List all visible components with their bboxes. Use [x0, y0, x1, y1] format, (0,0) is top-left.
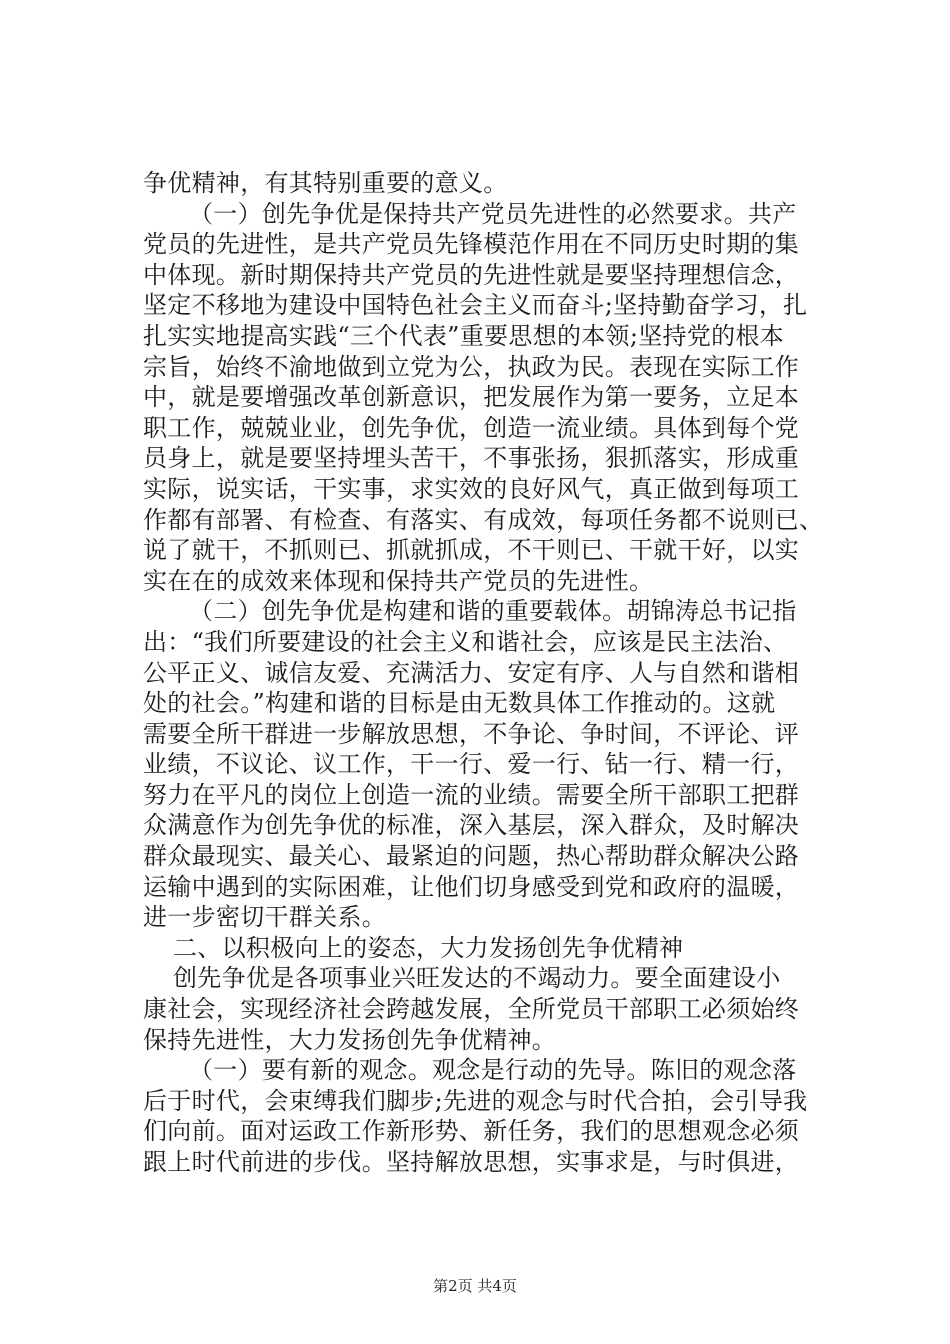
paragraph-start-line: 创先争优是各项事业兴旺发达的不竭动力。要全面建设小 [173, 964, 781, 993]
text-line: 运输中遇到的实际困难，让他们切身感受到党和政府的温暖， [143, 872, 800, 901]
text-line: 后于时代，会束缚我们脚步;先进的观念与时代合拍，会引导我 [143, 1086, 808, 1115]
paragraph-start-line: （二）创先争优是构建和谐的重要载体。胡锦涛总书记指 [189, 597, 797, 626]
text-line: 中，就是要增强改革创新意识，把发展作为第一要务，立足本 [143, 383, 800, 412]
document-body [143, 168, 833, 1178]
text-line: 众满意作为创先争优的标准，深入基层，深入群众，及时解决 [143, 811, 800, 840]
text-line: 作都有部署、有检查、有落实、有成效，每项任务都不说则已、 [143, 505, 824, 534]
text-line: 坚定不移地为建设中国特色社会主义而奋斗;坚持勤奋学习，扎 [143, 291, 808, 320]
text-line: 进一步密切干群关系。 [143, 903, 386, 932]
text-line: 保持先进性，大力发扬创先争优精神。 [143, 1025, 557, 1054]
text-line: 出：“我们所要建设的社会主义和谐社会，应该是民主法治、 [143, 627, 788, 656]
text-line: 群众最现实、最关心、最紧迫的问题，热心帮助群众解决公路 [143, 842, 800, 871]
text-line: 康社会，实现经济社会跨越发展，全所党员干部职工必须始终 [143, 995, 800, 1024]
text-line: 处的社会。”构建和谐的目标是由无数具体工作推动的。这就 [143, 689, 776, 718]
paragraph-start-line: （一）创先争优是保持共产党员先进性的必然要求。共产 [189, 199, 797, 228]
text-line: 需要全所干群进一步解放思想，不争论、争时间，不评论、评 [143, 719, 800, 748]
text-line: 宗旨，始终不渝地做到立党为公，执政为民。表现在实际工作 [143, 352, 800, 381]
text-line: 中体现。新时期保持共产党员的先进性就是要坚持理想信念， [143, 260, 800, 289]
text-line: 员身上，就是要坚持埋头苦干，不事张扬，狠抓落实，形成重 [143, 444, 800, 473]
page-number-footer: 第2页 共4页 [433, 1277, 517, 1295]
text-line: 争优精神，有其特别重要的意义。 [143, 169, 508, 197]
section-heading: 二、以积极向上的姿态，大力发扬创先争优精神 [173, 933, 684, 962]
text-line: 公平正义、诚信友爱、充满活力、安定有序、人与自然和谐相 [143, 658, 800, 687]
text-line: 实在在的成效来体现和保持共产党员的先进性。 [143, 566, 654, 595]
text-line: 职工作，兢兢业业，创先争优，创造一流业绩。具体到每个党 [143, 413, 800, 442]
text-line: 跟上时代前进的步伐。坚持解放思想，实事求是，与时俱进， [143, 1148, 800, 1176]
text-line: 党员的先进性，是共产党员先锋模范作用在不同历史时期的集 [143, 230, 800, 259]
text-line: 扎实实地提高实践“三个代表”重要思想的本领;坚持党的根本 [143, 321, 785, 350]
paragraph-start-line: （一）要有新的观念。观念是行动的先导。陈旧的观念落 [189, 1056, 797, 1085]
text-line: 努力在平凡的岗位上创造一流的业绩。需要全所干部职工把群 [143, 780, 800, 809]
text-line: 们向前。面对运政工作新形势、新任务，我们的思想观念必须 [143, 1117, 800, 1146]
text-line: 业绩，不议论、议工作，干一行、爱一行、钻一行、精一行， [143, 750, 800, 779]
text-line: 实际，说实话，干实事，求实效的良好风气，真正做到每项工 [143, 474, 800, 503]
text-line: 说了就干，不抓则已、抓就抓成，不干则已、干就干好，以实 [143, 536, 800, 565]
